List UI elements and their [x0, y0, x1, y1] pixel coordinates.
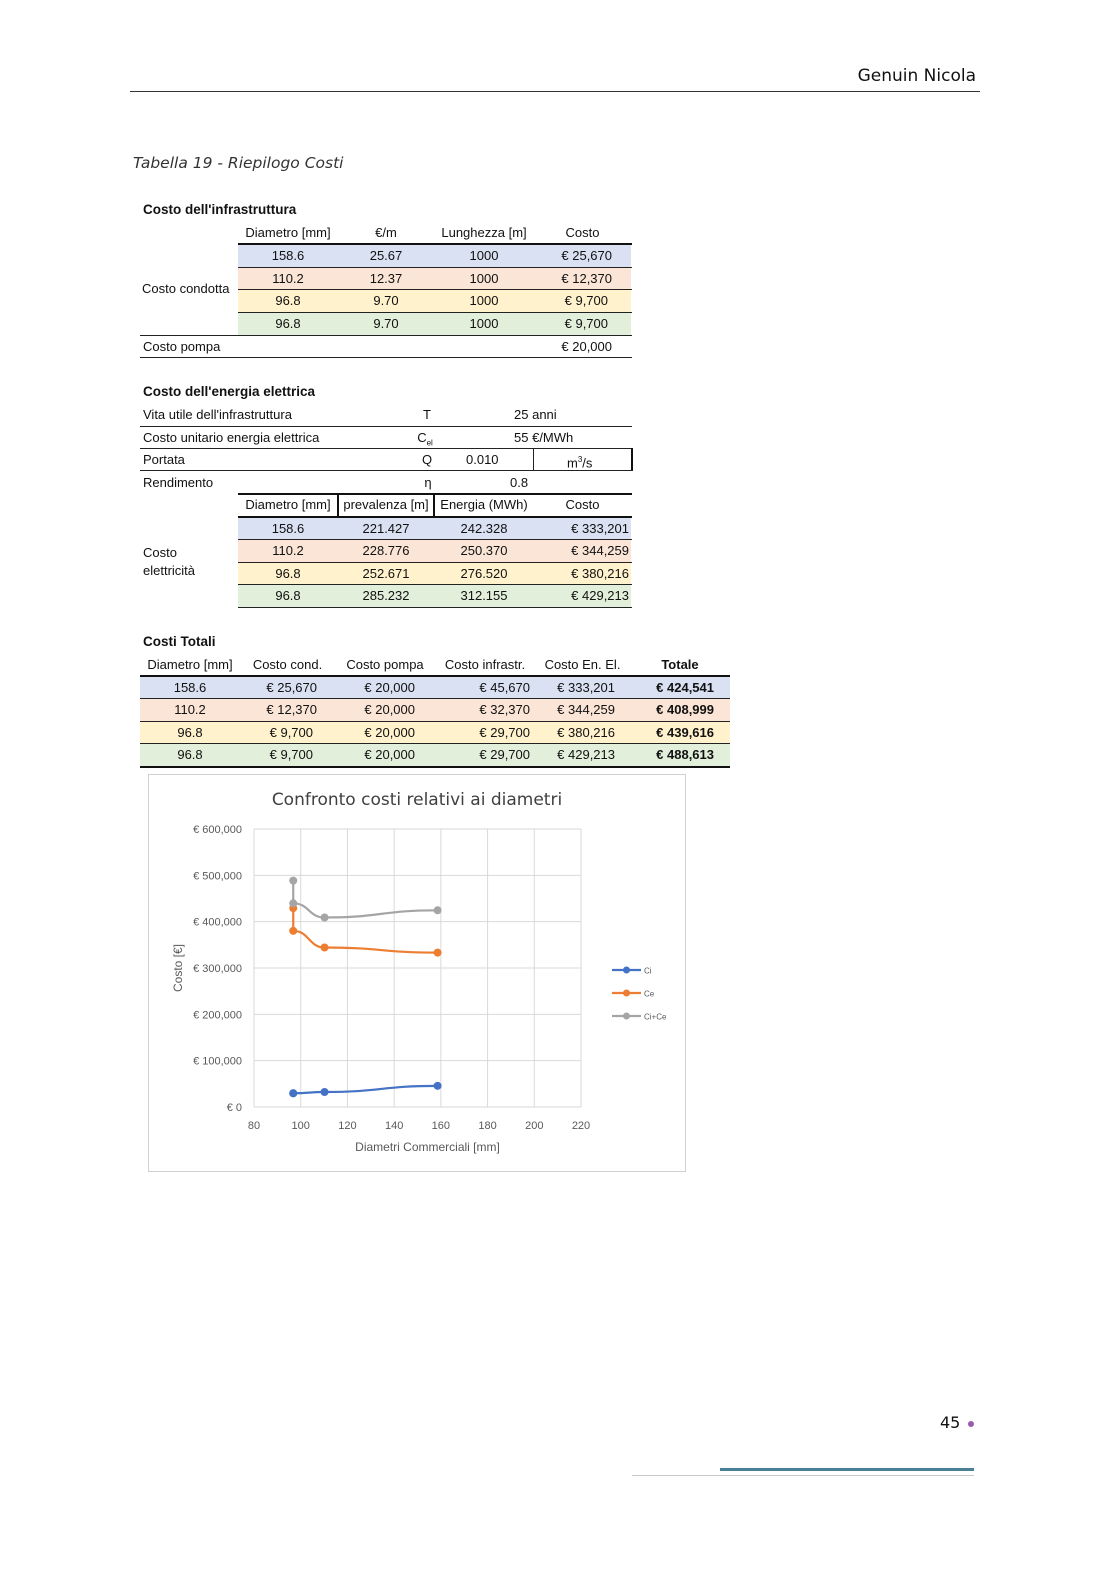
y-tick-label: € 600,000 — [193, 824, 242, 836]
totals-cell: € 29,700 — [479, 747, 530, 762]
param-value: 0.8 — [510, 475, 529, 490]
infra-cell: € 9,700 — [564, 316, 608, 331]
cell-border — [631, 448, 633, 471]
y-tick-label: € 0 — [226, 1102, 242, 1114]
x-tick-label: 220 — [571, 1120, 591, 1132]
totals-header: Totale — [661, 657, 699, 672]
energy-cell: 252.671 — [362, 566, 410, 581]
data-point — [434, 949, 442, 957]
param-symbol: η — [424, 475, 432, 490]
energy-cell: 250.370 — [460, 543, 508, 558]
infra-cell: 1000 — [469, 248, 499, 263]
totals-cell: € 439,616 — [656, 725, 714, 740]
energy-cell: 276.520 — [460, 566, 508, 581]
electricity-label-1: Costo — [143, 545, 177, 560]
infra-header-price: €/m — [375, 225, 397, 240]
param-label: Portata — [143, 452, 185, 467]
totals-header: Costo En. El. — [544, 657, 621, 672]
totals-cell: 96.8 — [177, 725, 203, 740]
infra-header-diameter: Diametro [mm] — [245, 225, 331, 240]
footer-line — [632, 1475, 974, 1476]
energy-header-energy: Energia (MWh) — [440, 497, 528, 512]
x-tick-label: 160 — [431, 1120, 451, 1132]
totals-cell: € 20,000 — [364, 680, 415, 695]
electricity-label-2: elettricità — [143, 563, 196, 578]
x-tick-label: 80 — [247, 1120, 261, 1132]
totals-cell: € 408,999 — [656, 702, 714, 717]
cell-border — [337, 495, 339, 516]
x-tick-label: 180 — [478, 1120, 497, 1132]
table-caption: Tabella 19 - Riepilogo Costi — [133, 154, 344, 172]
infra-cell: € 12,370 — [561, 271, 612, 286]
totals-header: Costo infrastr. — [444, 657, 526, 672]
param-value: 0.010 — [466, 452, 499, 467]
energy-cell: 228.776 — [362, 543, 410, 558]
energy-cell: 158.6 — [271, 521, 305, 536]
infra-header-cost: Costo — [565, 225, 600, 240]
page-bullet-icon — [968, 1421, 974, 1427]
energy-cell: 96.8 — [275, 588, 301, 603]
param-label: Costo unitario energia elettrica — [143, 430, 320, 445]
author-name: Genuin Nicola — [857, 66, 976, 86]
infra-cell: € 25,670 — [561, 248, 612, 263]
infra-cell: 1000 — [469, 271, 499, 286]
totals-header: Costo cond. — [252, 657, 323, 672]
totals-cell: € 29,700 — [479, 725, 530, 740]
param-label: Vita utile dell'infrastruttura — [143, 407, 292, 422]
totals-cell: 96.8 — [177, 747, 203, 762]
energy-cell: € 429,213 — [571, 588, 629, 603]
energy-cell: € 333,201 — [571, 521, 629, 536]
infra-cell: 9.70 — [373, 293, 399, 308]
data-point — [321, 943, 329, 951]
cost-chart — [149, 775, 685, 1171]
series-line-Ci+Ce — [293, 881, 437, 918]
totals-cell: € 380,216 — [557, 725, 615, 740]
row-rule — [238, 607, 632, 608]
totals-cell: € 20,000 — [364, 747, 415, 762]
pump-cost-label: Costo pompa — [143, 339, 221, 354]
infra-cell: 1000 — [469, 293, 499, 308]
totals-cell: € 344,259 — [557, 702, 615, 717]
y-tick-label: € 200,000 — [193, 1009, 242, 1022]
energy-cell: 312.155 — [460, 588, 508, 603]
row-rule — [140, 470, 633, 471]
cell-border — [533, 449, 534, 471]
totals-cell: € 333,201 — [557, 680, 615, 695]
totals-header: Costo pompa — [346, 657, 424, 672]
totals-cell: 158.6 — [173, 680, 207, 695]
x-axis-label: Diametri Commerciali [mm] — [355, 1140, 500, 1154]
y-axis-label: Costo [€] — [171, 943, 185, 993]
x-tick-label: 200 — [525, 1120, 544, 1132]
data-point — [289, 877, 297, 885]
totals-cell: € 429,213 — [557, 747, 615, 762]
param-value: 25 anni — [514, 407, 557, 422]
legend-marker — [623, 967, 630, 974]
series-line-Ci — [293, 1086, 437, 1093]
param-symbol: $C_{el}$ — [417, 430, 433, 448]
legend-label: Ce — [644, 989, 655, 999]
data-point — [289, 927, 297, 935]
footer-accent-line — [720, 1468, 974, 1471]
totals-cell: € 20,000 — [364, 725, 415, 740]
cell-border — [433, 495, 435, 516]
infra-cell: 12.37 — [369, 271, 403, 286]
legend-marker — [623, 1013, 630, 1020]
energy-header-cost: Costo — [565, 497, 600, 512]
infra-cell: 158.6 — [271, 248, 305, 263]
totals-cell: € 32,370 — [479, 702, 530, 717]
param-symbol: Q — [421, 452, 433, 467]
infra-cell: 25.67 — [369, 248, 403, 263]
infra-cell: 96.8 — [275, 316, 301, 331]
infra-cell: 110.2 — [272, 271, 304, 286]
energy-cell: 96.8 — [275, 566, 301, 581]
row-rule — [140, 448, 632, 449]
legend-label: Ci — [644, 966, 652, 976]
energy-cell: 110.2 — [272, 543, 304, 558]
data-point — [321, 913, 329, 921]
energy-cell: € 344,259 — [571, 543, 629, 558]
totals-header: Diametro [mm] — [147, 657, 233, 672]
infra-title: Costo dell'infrastruttura — [143, 202, 297, 217]
x-tick-label: 140 — [384, 1120, 404, 1132]
infra-cell: 96.8 — [275, 293, 301, 308]
totals-cell: € 25,670 — [266, 680, 317, 695]
totals-cell: € 20,000 — [364, 702, 415, 717]
param-value: 55 €/MWh — [514, 430, 574, 445]
param-label: Rendimento — [143, 475, 214, 490]
legend-marker — [623, 990, 630, 997]
data-point — [434, 906, 442, 914]
y-tick-label: € 400,000 — [193, 916, 242, 929]
data-point — [289, 899, 297, 907]
totals-cell: € 9,700 — [269, 725, 313, 740]
infra-header-length: Lunghezza [m] — [441, 225, 527, 240]
totals-cell: € 424,541 — [656, 680, 714, 695]
data-point — [289, 1089, 297, 1097]
x-tick-label: 100 — [291, 1120, 310, 1132]
totals-cell: € 12,370 — [266, 702, 317, 717]
y-tick-label: € 100,000 — [193, 1055, 242, 1068]
legend-label: Ci+Ce — [644, 1012, 667, 1022]
energy-cell: 285.232 — [362, 588, 410, 603]
page-number: 45 — [940, 1413, 961, 1432]
totals-title: Costi Totali — [143, 634, 216, 649]
x-tick-label: 120 — [338, 1120, 357, 1132]
row-rule — [140, 766, 730, 768]
chart-title: Confronto costi relativi ai diametri — [271, 790, 563, 810]
data-point — [434, 1082, 442, 1090]
energy-header-diameter: Diametro [mm] — [245, 497, 331, 512]
totals-cell: 110.2 — [174, 702, 206, 717]
pipe-cost-label: Costo condotta — [142, 281, 230, 296]
infra-cell: 9.70 — [373, 316, 399, 331]
totals-cell: € 488,613 — [656, 747, 714, 762]
data-point — [321, 1088, 329, 1096]
pump-cost-value: € 20,000 — [561, 339, 612, 354]
header-rule — [130, 91, 980, 92]
energy-title: Costo dell'energia elettrica — [143, 384, 316, 399]
energy-cell: 242.328 — [460, 521, 508, 536]
totals-cell: € 45,670 — [479, 680, 530, 695]
energy-header-head: prevalenza [m] — [343, 497, 429, 512]
infra-cell: € 9,700 — [564, 293, 608, 308]
y-tick-label: € 500,000 — [193, 870, 242, 883]
chart-frame — [148, 774, 686, 1172]
energy-cell: 221.427 — [362, 521, 410, 536]
y-tick-label: € 300,000 — [193, 963, 242, 975]
param-unit: $m^3/s$ — [567, 455, 593, 471]
energy-cell: € 380,216 — [571, 566, 629, 581]
infra-cell: 1000 — [469, 316, 499, 331]
param-symbol: T — [423, 407, 431, 422]
totals-cell: € 9,700 — [269, 747, 313, 762]
